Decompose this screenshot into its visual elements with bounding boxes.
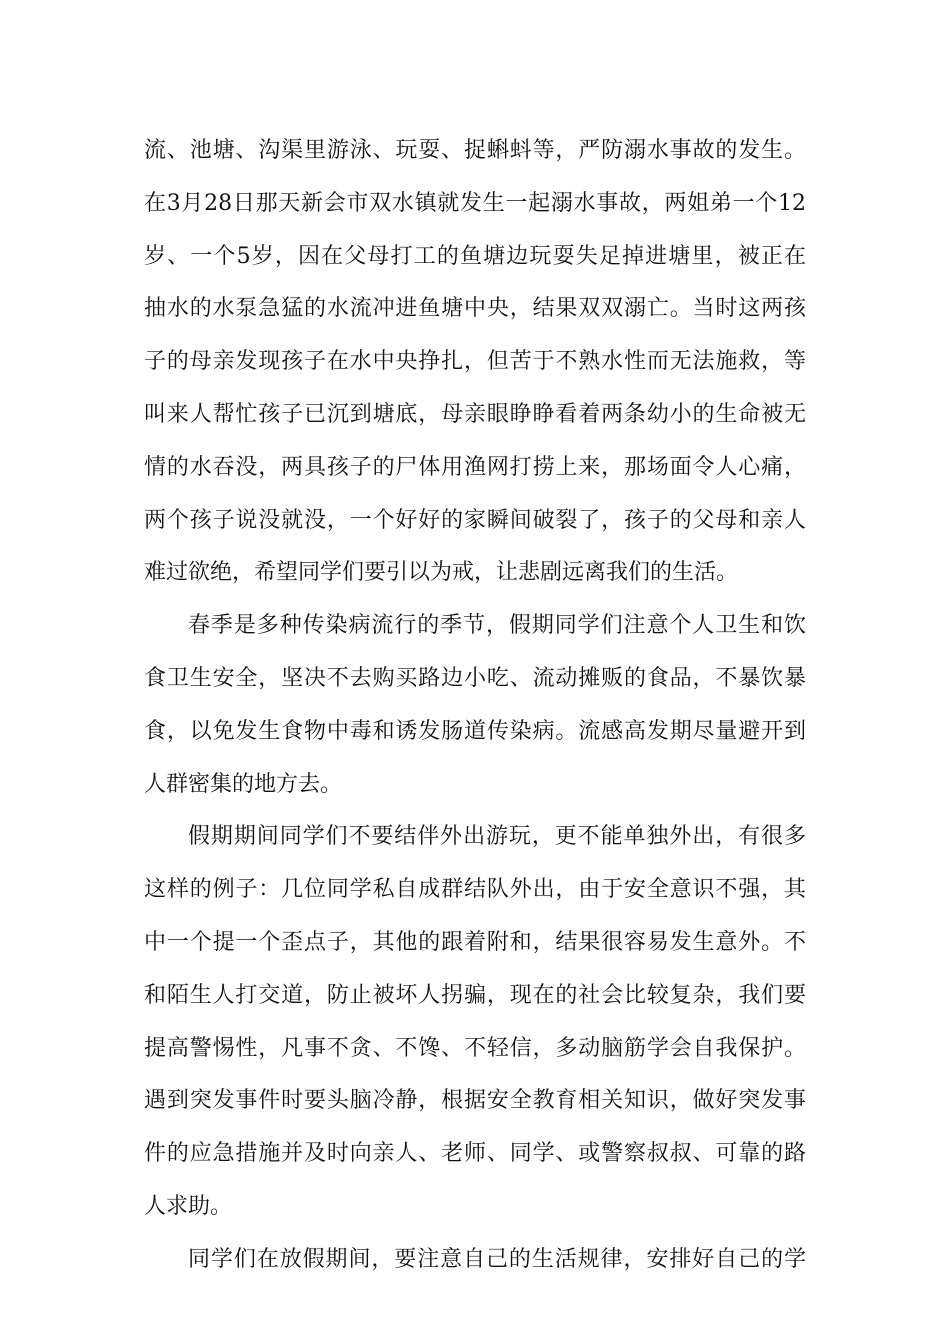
paragraph-start-line: 同学们在放假期间，要注意自己的生活规律，安排好自己的学 (188, 1246, 806, 1272)
text-line: 人群密集的地方去。 (144, 771, 343, 797)
text-line: 情的水吞没，两具孩子的尸体用渔网打捞上来，那场面令人心痛， (144, 454, 806, 480)
text-line: 中一个提一个歪点子，其他的跟着附和，结果很容易发生意外。不 (144, 929, 806, 955)
text-line: 叫来人帮忙孩子已沉到塘底，母亲眼睁睁看着两条幼小的生命被无 (144, 401, 806, 427)
document-body (144, 125, 806, 1287)
paragraph-start-line: 假期期间同学们不要结伴外出游玩，更不能单独外出，有很多 (188, 824, 806, 850)
text-line: 食卫生安全，坚决不去购买路边小吃、流动摊贩的食品，不暴饮暴 (144, 665, 806, 691)
text-line: 子的母亲发现孩子在水中央挣扎，但苦于不熟水性而无法施救，等 (144, 349, 806, 375)
text-line: 和陌生人打交道，防止被坏人拐骗，现在的社会比较复杂，我们要 (144, 982, 806, 1008)
text-line: 抽水的水泵急猛的水流冲进鱼塘中央，结果双双溺亡。当时这两孩 (144, 296, 806, 322)
paragraph-start-line: 春季是多种传染病流行的季节，假期同学们注意个人卫生和饮 (188, 613, 806, 639)
text-line: 岁、一个5岁，因在父母打工的鱼塘边玩耍失足掉进塘里，被正在 (144, 243, 806, 269)
text-line: 两个孩子说没就没，一个好好的家瞬间破裂了，孩子的父母和亲人 (144, 507, 806, 533)
text-line: 这样的例子：几位同学私自成群结队外出，由于安全意识不强，其 (144, 877, 806, 903)
text-line: 难过欲绝，希望同学们要引以为戒，让悲剧远离我们的生活。 (144, 560, 739, 586)
text-line: 流、池塘、沟渠里游泳、玩耍、捉蝌蚪等，严防溺水事故的发生。 (144, 138, 806, 163)
text-line: 在3月28日那天新会市双水镇就发生一起溺水事故，两姐弟一个12 (144, 190, 806, 216)
text-line: 遇到突发事件时要头脑冷静，根据安全教育相关知识，做好突发事 (144, 1088, 806, 1114)
text-line: 食，以免发生食物中毒和诱发肠道传染病。流感高发期尽量避开到 (144, 718, 806, 744)
text-line: 人求助。 (144, 1193, 233, 1219)
text-line: 件的应急措施并及时向亲人、老师、同学、或警察叔叔、可靠的路 (144, 1141, 806, 1167)
text-line: 提高警惕性，凡事不贪、不馋、不轻信，多动脑筋学会自我保护。 (144, 1035, 806, 1061)
